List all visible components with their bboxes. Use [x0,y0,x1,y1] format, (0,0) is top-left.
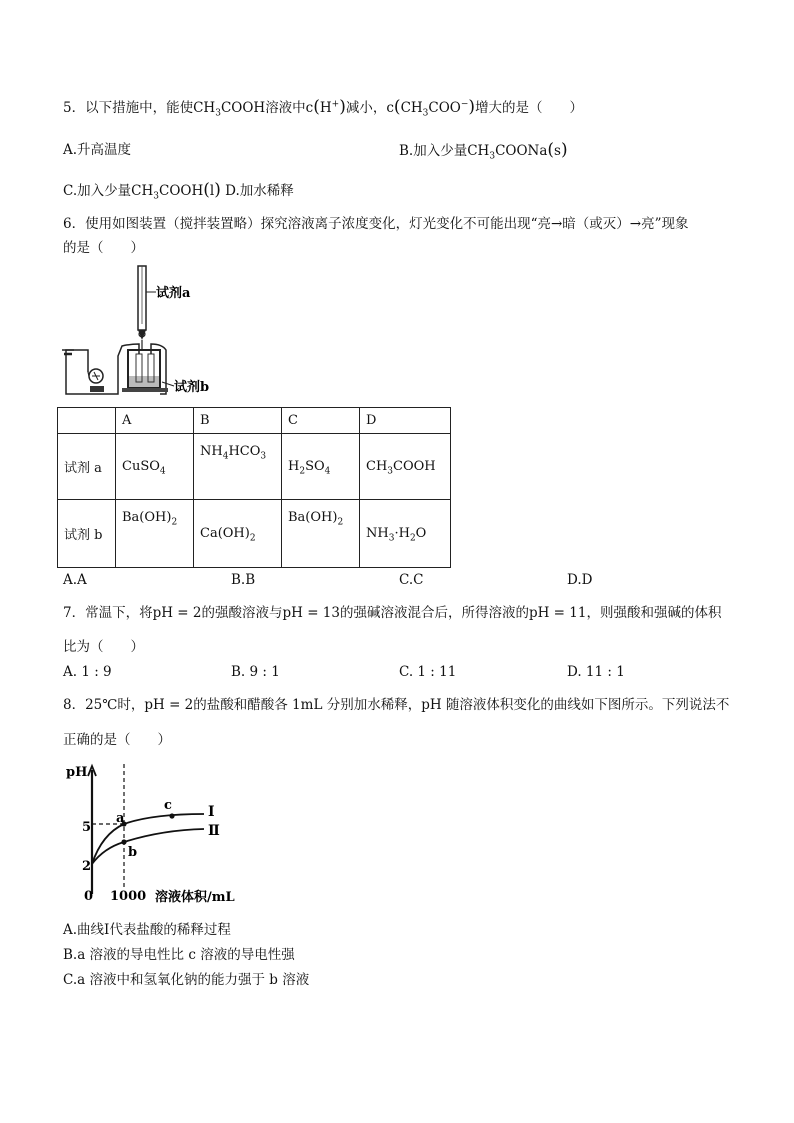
q7-option-d: D. 11 : 1 [567,664,625,680]
q6-stem-line2: 的是（ ） [63,240,144,256]
cell-b-B: $Ca(OH)_2$ [194,500,282,568]
cell-b-C: $Ba(OH)_2$ [282,500,360,568]
table-row [58,500,451,568]
table-header-d: D [360,408,451,434]
q7-option-b: B. 9 : 1 [231,664,280,680]
x-tick-1000: 1000 [110,889,147,904]
q8-stem-line2: 正确的是（ ） [63,732,171,748]
q7-stem-line2: 比为（ ） [63,639,144,655]
point-a-label: a [116,811,125,826]
curve-II-label: Ⅱ [208,823,220,839]
reagent-a-label: 试剂a [156,286,191,301]
x-axis-label: 溶液体积/mL [155,890,235,905]
q6-stem-line1: 6．使用如图装置（搅拌装置略）探究溶液离子浓度变化，灯光变化不可能出现“亮→暗（或灭）→亮”现象 [63,216,689,232]
cell-a-C: $H_2SO_4$ [282,434,360,500]
table-header-a: A [116,408,194,434]
q8-option-a: A.曲线Ⅰ代表盐酸的稀释过程 [63,922,231,938]
q5-stem: 5．以下措施中，能使$CH_3COOH$溶液中c(H+)减小，$c(CH_3COO^-)$增大的是（ ） [63,97,584,119]
point-c [169,813,174,818]
table-row [58,434,451,500]
q5-option-b: B.加入少量$CH_3COONa(s)$ [399,140,568,162]
x-tick-0: 0 [84,889,94,904]
q7-option-c: C. 1 : 11 [399,664,457,680]
point-b-label: b [128,845,138,860]
q8-stem-line1: 8．25℃时，pH = 2的盐酸和醋酸各 1mL 分别加水稀释，pH 随溶液体积变化的曲线如下图所示。下列说法不 [63,697,730,713]
q6-option-b: B.B [231,572,256,588]
row-label-reagent-a: 试剂 a [58,434,116,500]
q7-option-a: A. 1 : 9 [63,664,112,680]
cell-b-A: $Ba(OH)_2$ [116,500,194,568]
table-header-b: B [194,408,282,434]
cell-b-D: $NH_3\cdot H_2O$ [360,500,451,568]
q5-option-c-d: C.加入少量$CH_3COOH(l)$ D.加水稀释 [63,180,294,202]
cell-a-D: $CH_3COOH$ [360,434,451,500]
table-header-c: C [282,408,360,434]
q6-option-c: C.C [399,572,424,588]
q6-option-a: A.A [63,572,87,588]
cell-a-B: $NH_4HCO_3$ [194,434,282,500]
y-axis-label: pH [66,765,88,780]
reagent-b-label: 试剂b [174,380,210,395]
y-tick-5: 5 [82,820,92,835]
q6-option-d: D.D [567,572,593,588]
q8-option-b: B.a 溶液的导电性比 c 溶液的导电性强 [63,947,295,963]
cell-a-A: CuSO$_4$ [116,434,194,500]
q5-option-a: A.升高温度 [63,142,132,158]
apparatus-figure [58,264,233,404]
y-tick-2: 2 [82,859,92,874]
ph-dilution-graph [62,758,252,910]
point-b [121,839,126,844]
table-header-empty [58,408,116,434]
reagent-table [57,407,451,568]
q7-stem-line1: 7．常温下，将pH = 2的强酸溶液与pH = 13的强碱溶液混合后，所得溶液的pH = 11，则强酸和强碱的体积 [63,605,722,621]
q8-option-c: C.a 溶液中和氢氧化钠的能力强于 b 溶液 [63,972,310,988]
row-label-reagent-b: 试剂 b [58,500,116,568]
curve-I [92,814,204,864]
curve-I-label: Ⅰ [208,804,215,820]
point-c-label: c [164,798,172,813]
